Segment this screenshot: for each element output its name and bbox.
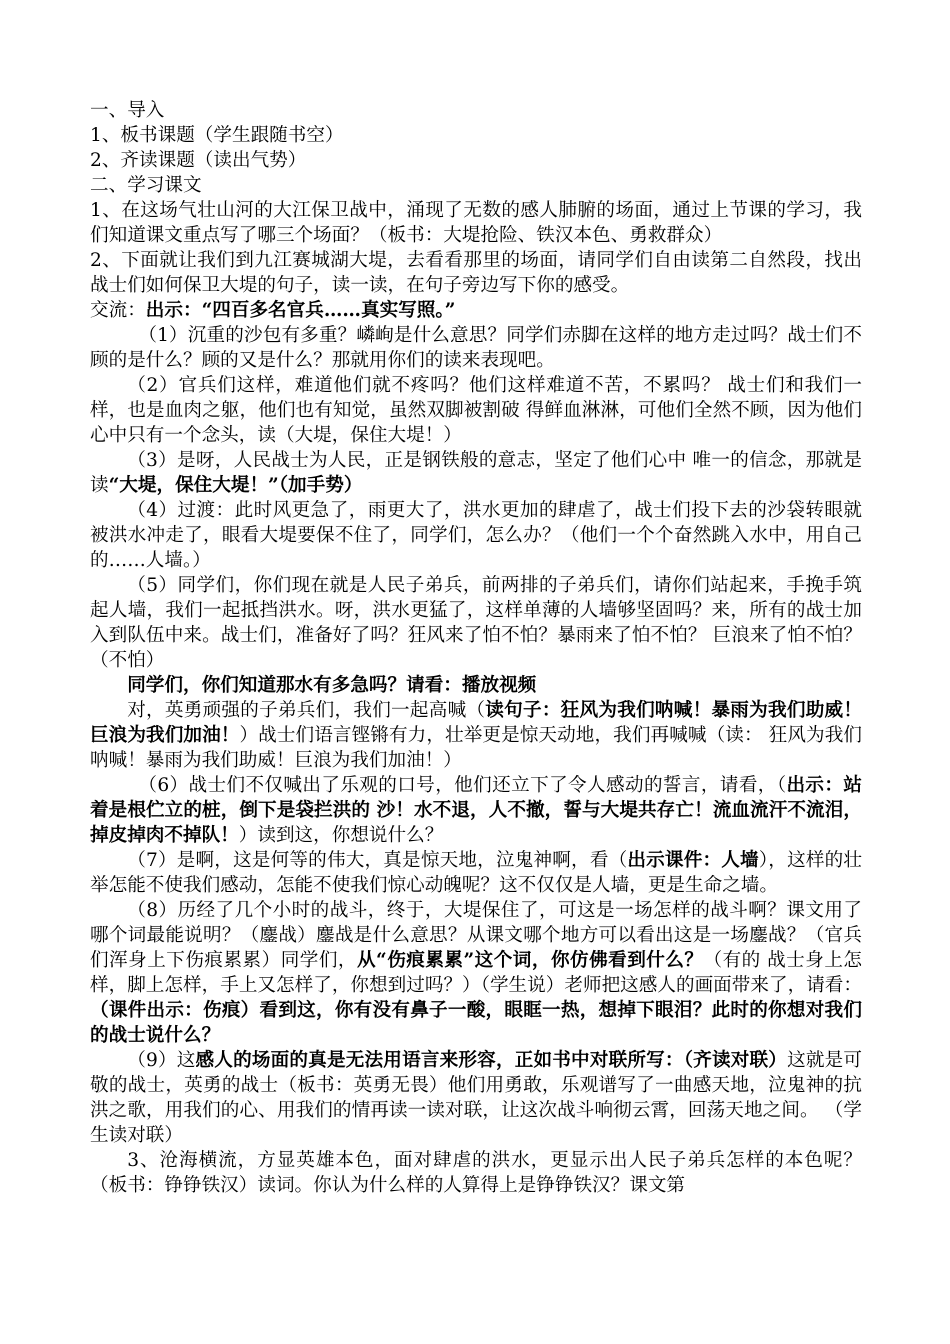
document-page <box>90 98 862 1198</box>
list-item: 1、板书课题（学生跟随书空） <box>90 125 344 146</box>
bold-text-run: “大堤，保住大堤！”（加手势） <box>108 475 363 496</box>
list-item: 2、齐读课题（读出气势） <box>90 150 307 171</box>
paragraph <box>90 898 862 1048</box>
paragraph: 3、沧海横流，方显英雄本色，面对肆虐的洪水，更显示出人民子弟兵怎样的本色呢？（板书：铮铮铁汉）读词。你认为什么样的人算得上是铮铮铁汉？课文第 <box>90 1150 862 1196</box>
bold-text-run: 读句子：狂风为我们呐喊！暴雨为我们助威！巨浪为我们加油！ <box>90 700 862 746</box>
text-run: （7）是啊，这是何等的伟大，真是惊天地，泣鬼神啊，看（ <box>127 850 628 871</box>
paragraph <box>90 298 862 323</box>
bold-text-run: 出示课件：人墙 <box>627 850 759 871</box>
paragraph: 2、下面就让我们到九江赛城湖大堤，去看看那里的场面，请同学们自由读第二自然段，找出战士们如何保卫大堤的句子，读一读，在句子旁边写下你的感受。 <box>90 250 862 296</box>
paragraph: （5）同学们，你们现在就是人民子弟兵，前两排的子弟兵们，请你们站起来，手挽手筑起人墙，我们一起抵挡洪水。呀，洪水更猛了，这样单薄的人墙够坚固吗？来，所有的战士加入到队伍中来。战士们，准备好了吗？狂风来了怕不怕？暴雨来了怕不怕？ 巨浪来了怕不怕？（不怕） <box>90 575 862 671</box>
bold-text-run: 出示：“四百多名官兵……真实写照。” <box>145 300 456 321</box>
text-run: ），这样的壮举怎能不使我们感动，怎能不使我们惊心动魄呢？这不仅仅是人墙，更是生命之墙。 <box>90 850 862 896</box>
paragraph <box>90 673 862 698</box>
paragraph <box>90 1048 862 1148</box>
text-run: 这就是可敬的战士，英勇的战士（板书：英勇无畏）他们用勇敢，乐观谱写了一曲感天地，泣鬼神的抗洪之歌，用我们的心、用我们的情再读一读对联，让这次战斗响彻云霄，回荡天地之间。 （学生读对联） <box>90 1050 862 1146</box>
text-run: （有的 战士身上怎样，脚上怎样，手上又怎样了，你想到过吗？）（学生说）老师把这感人的画面带来了，请看： <box>90 950 862 996</box>
bold-text-run: 从“伤痕累累”这个词，你仿佛看到什么？ <box>356 950 704 971</box>
text-run: 对，英勇顽强的子弟兵们，我们一起高喊（ <box>127 700 486 721</box>
text-run: ）读到这，你想说什么？ <box>238 825 444 846</box>
text-run: （9）这 <box>127 1050 196 1071</box>
text-run: （3）是呀，人民战士为人民，正是钢铁般的意志，坚定了他们心中 唯一的信念，那就是读 <box>90 450 862 496</box>
text-run: 交流： <box>90 300 146 321</box>
paragraph: 1、在这场气壮山河的大江保卫战中，涌现了无数的感人肺腑的场面，通过上节课的学习，我们知道课文重点写了哪三个场面？（板书：大堤抢险、铁汉本色、勇救群众） <box>90 200 862 246</box>
paragraph: （4）过渡：此时风更急了，雨更大了，洪水更加的肆虐了，战士们投下去的沙袋转眼就被洪水冲走了，眼看大堤要保不住了，同学们，怎么办？（他们一个个奋然跳入水中，用自己的……人墙。） <box>90 500 862 571</box>
paragraph <box>90 448 862 498</box>
bold-text-run: 感人的场面的真是无法用语言来形容，正如书中对联所写：（齐读对联） <box>195 1050 788 1071</box>
paragraph: （1）沉重的沙包有多重？嶙峋是什么意思？同学们赤脚在这样的地方走过吗？战士们不顾的是什么？顾的又是什么？那就用你们的读来表现吧。 <box>90 325 862 371</box>
bold-text-run: （课件出示：伤痕）看到这，你有没有鼻子一酸，眼眶一热，想掉下眼泪？此时的你想对我们的战士说什么？ <box>90 1000 862 1046</box>
section-heading-intro: 一、导入 <box>90 100 165 121</box>
bold-text-run: 同学们，你们知道那水有多急吗？请看：播放视频 <box>127 675 537 696</box>
paragraph <box>90 698 862 773</box>
text-run: （8）历经了几个小时的战斗，终于，大堤保住了，可这是一场怎样的战斗啊？课文用了哪个词最能说明？（鏖战）鏖战是什么意思？从课文哪个地方可以看出这是一场鏖战？（官兵们浑身上下伤痕累累）同学们， <box>90 900 862 971</box>
text-run: ）战士们语言铿锵有力，壮举更是惊天动地，我们再喊喊（读： 狂风为我们呐喊！暴雨为我们助威！巨浪为我们加油！） <box>90 725 862 771</box>
text-run: （6）战士们不仅喊出了乐观的口号，他们还立下了令人感动的誓言，请看，（ <box>138 775 787 796</box>
paragraph <box>90 773 862 848</box>
paragraph <box>90 848 862 898</box>
paragraph: （2）官兵们这样，难道他们就不疼吗？他们这样难道不苦，不累吗？ 战士们和我们一样，也是血肉之躯，他们也有知觉，虽然双脚被割破 得鲜血淋淋，可他们全然不顾，因为他们心中只有一个念头，读（大堤，保住大堤！） <box>90 375 862 446</box>
bold-text-run: 出示：站着是根伫立的桩，倒下是袋拦洪的 沙！水不退，人不撤，誓与大堤共存亡！流血流汗不流泪，掉皮掉肉不掉队！ <box>90 775 862 846</box>
section-heading-study: 二、学习课文 <box>90 175 202 196</box>
